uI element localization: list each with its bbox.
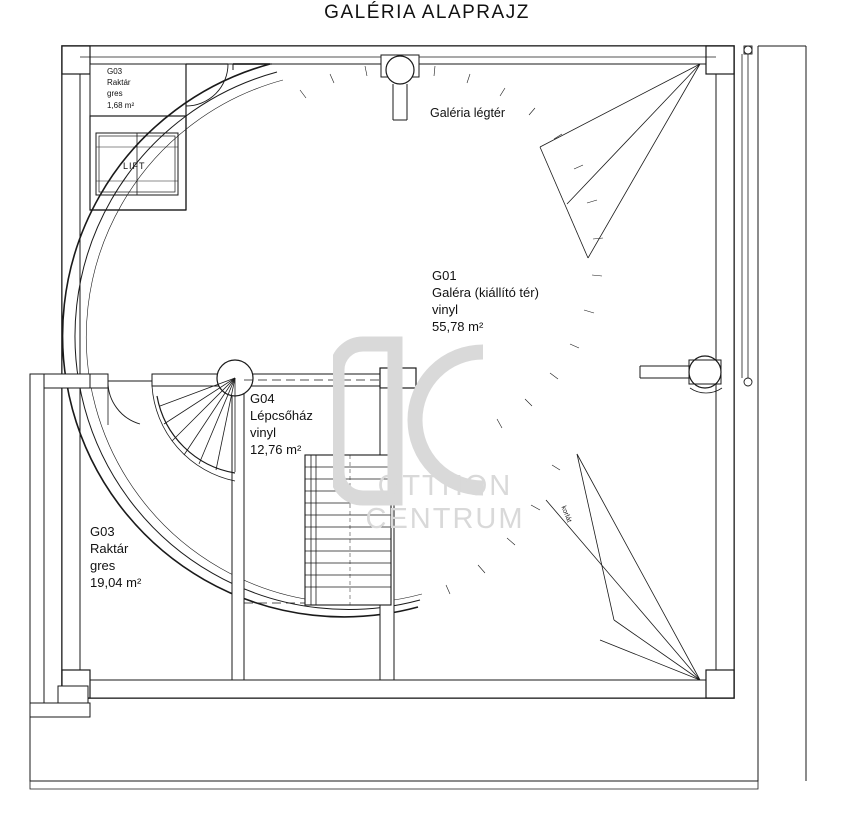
room-label-g04: G04 Lépcsőház vinyl 12,76 m² xyxy=(250,391,313,458)
room-label-g03-large: G03 Raktár gres 19,04 m² xyxy=(90,524,142,591)
watermark-text: OTTHON CENTRUM xyxy=(365,470,525,535)
stair-flight xyxy=(305,455,391,605)
room-label-g01: G01 Galéra (kiállító tér) vinyl 55,78 m² xyxy=(432,268,539,335)
railing-note: korlát xyxy=(559,505,573,524)
lift-label: LIFT xyxy=(123,161,146,171)
door-swing-top-left xyxy=(186,64,228,106)
top-column xyxy=(381,55,419,120)
gallery-void-label: Galéria légtér xyxy=(430,106,506,120)
door-swing-stair xyxy=(108,381,152,425)
page-title: GALÉRIA ALAPRAJZ xyxy=(324,2,530,23)
room-label-g03-small: G03 Raktár gres 1,68 m² xyxy=(107,67,135,110)
right-opening xyxy=(640,356,722,393)
roof-structure-lines xyxy=(540,64,700,680)
wall-openings xyxy=(742,46,752,386)
